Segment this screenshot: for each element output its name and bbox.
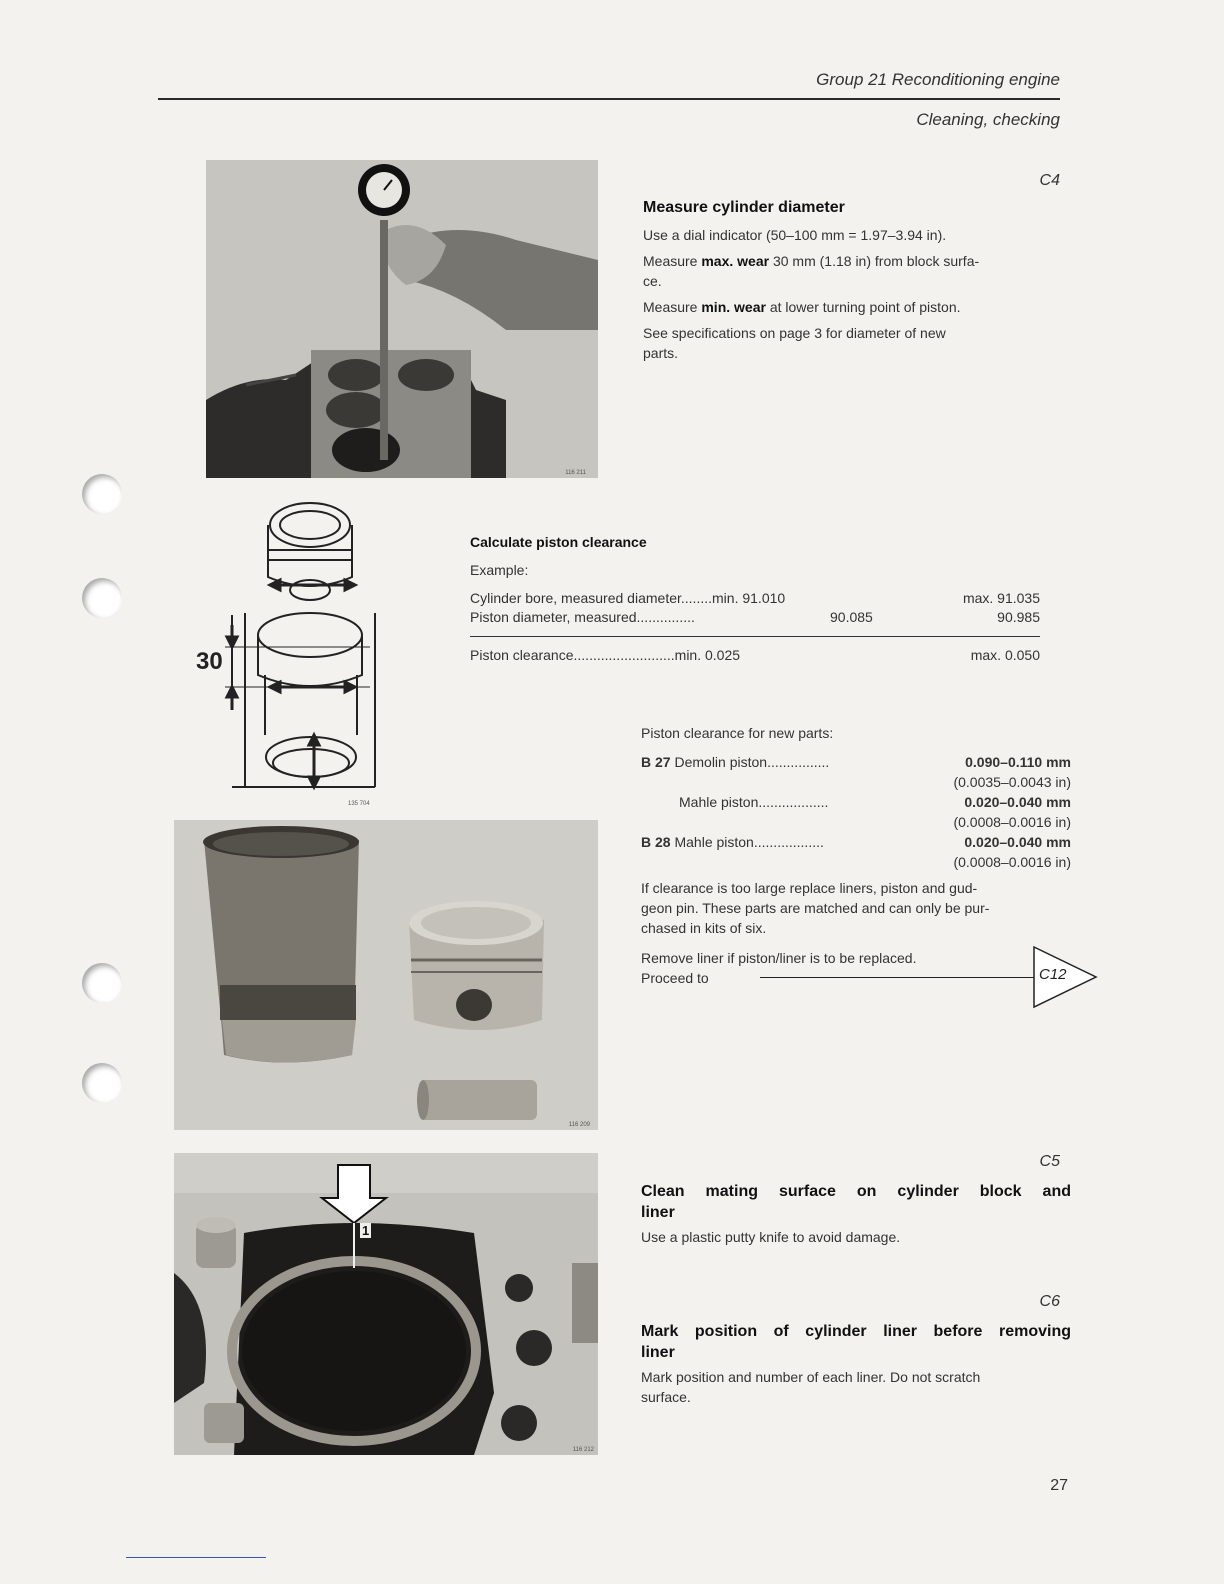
piston-clearance-diagram	[190, 495, 390, 815]
diagram-dimension-label: 30	[196, 648, 223, 675]
position-mark-label: 1	[362, 1223, 370, 1238]
binder-hole	[82, 474, 122, 514]
proceed-ref: C12	[1039, 966, 1067, 983]
table-row: Cylinder bore, measured diameter........min. 91.010 max. 91.035	[470, 590, 1040, 606]
binder-hole	[82, 1063, 122, 1103]
diagram-caption: 135 704	[348, 801, 370, 807]
new-parts-intro: Piston clearance for new parts:	[641, 725, 834, 741]
c4-paragraph-4: See specifications on page 3 for diameter of new	[643, 325, 946, 341]
c4-paragraph-2: Measure max. wear 30 mm (1.18 in) from block surfa-	[643, 253, 980, 269]
list-item: B 27 Demolin piston................ 0.090–0.110 mm	[641, 754, 1071, 770]
photo-caption: 116 211	[565, 470, 586, 476]
clearance-example: Example:	[470, 562, 529, 578]
clearance-heading: Calculate piston clearance	[470, 534, 647, 550]
c6-heading: Mark position of cylinder liner before removing liner	[641, 1323, 1071, 1361]
binder-hole	[82, 963, 122, 1003]
page-number: 27	[1050, 1477, 1068, 1494]
liner-piston-photo	[174, 820, 598, 1130]
step-c5-label: C5	[1039, 1153, 1060, 1170]
binder-hole	[82, 578, 122, 618]
step-c4-label: C4	[1039, 172, 1060, 189]
new-parts-list: B 27 Demolin piston................ 0.090–0.110 mm (0.0035–0.0043 in) Mahle piston.................. 0.020–0.040 mm (0.0008–0.0016 in) B 28 Mahle piston.................. 0.020–0.040 mm (0.0008–0.0016 in)	[641, 754, 1071, 870]
photo-caption: 116 212	[572, 1447, 594, 1453]
table-row-result: Piston clearance..........................min. 0.025 max. 0.050	[470, 647, 1040, 663]
c4-paragraph-1: Use a dial indicator (50–100 mm = 1.97–3.94 in).	[643, 227, 947, 243]
c5-heading: Clean mating surface on cylinder block and liner	[641, 1183, 1071, 1221]
replace-note: If clearance is too large replace liners, piston and gud- geon pin. These parts are matched and can only be pur- chased in kits of six.	[641, 880, 990, 936]
section-title: Cleaning, checking	[916, 110, 1060, 129]
cylinder-block-photo	[174, 1153, 598, 1455]
c4-text: Use a dial indicator (50–100 mm = 1.97–3.94 in). Measure max. wear 30 mm (1.18 in) from block surfa- ce. Measure min. wear at lower turning point of piston. See specifications on page 3 for diameter of new parts.	[643, 225, 1073, 363]
table-row: Piston diameter, measured............... 90.085 90.985	[470, 609, 1040, 625]
remove-liner-note: Remove liner if piston/liner is to be replaced.	[641, 950, 917, 966]
c5-text: Use a plastic putty knife to avoid damage.	[641, 1229, 901, 1245]
list-item: Mahle piston.................. 0.020–0.040 mm	[679, 794, 1071, 810]
photo-caption: 116 209	[568, 1122, 590, 1128]
c6-text: Mark position and number of each liner. Do not scratch surface.	[641, 1369, 981, 1405]
table-rule	[470, 636, 1040, 637]
c4-heading: Measure cylinder diameter	[643, 199, 845, 216]
proceed-line	[760, 977, 1035, 978]
proceed-arrow[interactable]	[1030, 945, 1100, 1009]
c4-paragraph-3: Measure min. wear at lower turning point of piston.	[643, 299, 961, 315]
clearance-table	[470, 590, 1040, 666]
step-c6-label: C6	[1039, 1293, 1060, 1310]
proceed-label: Proceed to	[641, 970, 709, 986]
footnote-rule	[126, 1557, 266, 1558]
dial-indicator-photo	[206, 160, 598, 478]
list-item: B 28 Mahle piston.................. 0.020–0.040 mm	[641, 834, 1071, 850]
header-rule	[158, 98, 1060, 100]
group-title: Group 21 Reconditioning engine	[816, 70, 1060, 89]
